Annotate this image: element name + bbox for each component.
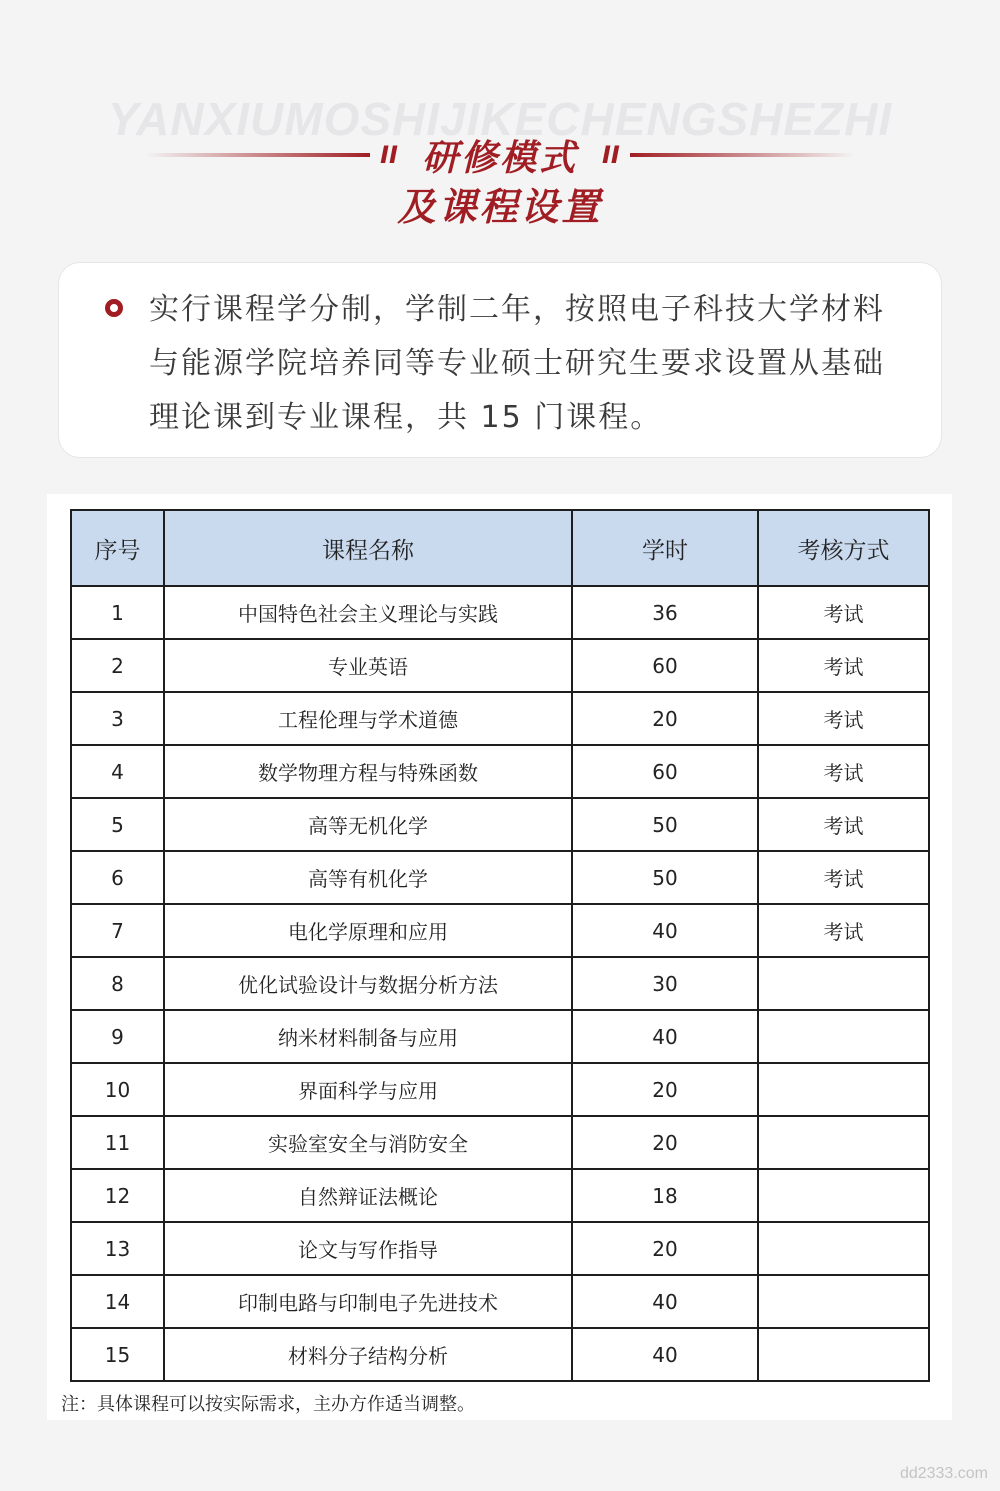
table-row — [71, 1222, 929, 1275]
section-title: 研修模式 — [421, 137, 578, 179]
table-row — [71, 957, 929, 1010]
column-header-hours: 学时 — [572, 510, 758, 586]
column-header-index: 序号 — [71, 510, 164, 586]
title-row — [0, 130, 1000, 180]
cell-course-name: 纳米材料制备与应用 — [164, 1010, 572, 1063]
decorative-line-left — [145, 153, 370, 157]
cell-index: 9 — [71, 1010, 164, 1063]
intro-text: 实行课程学分制，学制二年，按照电子科技大学材料与能源学院培养同等专业硕士研究生要求设置从基础理论课到专业课程，共 15 门课程。 — [149, 292, 885, 435]
cell-index: 1 — [71, 586, 164, 639]
cell-index: 11 — [71, 1116, 164, 1169]
cell-index: 4 — [71, 745, 164, 798]
table-row — [71, 639, 929, 692]
cell-hours: 20 — [572, 1222, 758, 1275]
cell-assessment: 考试 — [758, 745, 929, 798]
cell-index: 3 — [71, 692, 164, 745]
table-row — [71, 851, 929, 904]
table-row — [71, 1275, 929, 1328]
cell-course-name: 论文与写作指导 — [164, 1222, 572, 1275]
cell-course-name: 自然辩证法概论 — [164, 1169, 572, 1222]
cell-course-name: 高等有机化学 — [164, 851, 572, 904]
table-row — [71, 1116, 929, 1169]
cell-assessment — [758, 1275, 929, 1328]
cell-hours: 60 — [572, 639, 758, 692]
cell-hours: 40 — [572, 1010, 758, 1063]
cell-hours: 20 — [572, 1116, 758, 1169]
cell-assessment: 考试 — [758, 904, 929, 957]
cell-index: 2 — [71, 639, 164, 692]
cell-course-name: 界面科学与应用 — [164, 1063, 572, 1116]
course-table-card — [47, 494, 952, 1420]
cell-course-name: 实验室安全与消防安全 — [164, 1116, 572, 1169]
table-row — [71, 586, 929, 639]
cell-assessment — [758, 1010, 929, 1063]
cell-hours: 36 — [572, 586, 758, 639]
cell-hours: 50 — [572, 798, 758, 851]
cell-assessment — [758, 1222, 929, 1275]
cell-course-name: 数学物理方程与特殊函数 — [164, 745, 572, 798]
cell-index: 6 — [71, 851, 164, 904]
cell-course-name: 高等无机化学 — [164, 798, 572, 851]
cell-hours: 20 — [572, 1063, 758, 1116]
decorative-bars-left: II — [380, 141, 398, 169]
decorative-bars-right: II — [602, 141, 620, 169]
cell-index: 8 — [71, 957, 164, 1010]
cell-assessment — [758, 1328, 929, 1381]
cell-assessment: 考试 — [758, 798, 929, 851]
cell-assessment: 考试 — [758, 639, 929, 692]
table-note: 注：具体课程可以按实际需求，主办方作适当调整。 — [61, 1394, 475, 1415]
watermark-text: dd2333.com — [899, 1465, 988, 1482]
cell-course-name: 中国特色社会主义理论与实践 — [164, 586, 572, 639]
section-subtitle: 及课程设置 — [397, 185, 603, 229]
cell-course-name: 工程伦理与学术道德 — [164, 692, 572, 745]
cell-index: 14 — [71, 1275, 164, 1328]
cell-hours: 50 — [572, 851, 758, 904]
cell-hours: 40 — [572, 1328, 758, 1381]
table-row — [71, 745, 929, 798]
cell-assessment: 考试 — [758, 692, 929, 745]
cell-hours: 18 — [572, 1169, 758, 1222]
cell-hours: 30 — [572, 957, 758, 1010]
cell-hours: 40 — [572, 1275, 758, 1328]
cell-assessment — [758, 957, 929, 1010]
cell-hours: 40 — [572, 904, 758, 957]
cell-course-name: 材料分子结构分析 — [164, 1328, 572, 1381]
table-row — [71, 1063, 929, 1116]
cell-hours: 60 — [572, 745, 758, 798]
table-row — [71, 904, 929, 957]
circle-bullet-icon — [105, 299, 123, 317]
cell-index: 12 — [71, 1169, 164, 1222]
column-header-course-name: 课程名称 — [164, 510, 572, 586]
cell-course-name: 专业英语 — [164, 639, 572, 692]
cell-index: 15 — [71, 1328, 164, 1381]
page-header — [0, 0, 1000, 250]
cell-course-name: 优化试验设计与数据分析方法 — [164, 957, 572, 1010]
table-body — [71, 586, 929, 1381]
cell-assessment: 考试 — [758, 851, 929, 904]
column-header-assessment: 考核方式 — [758, 510, 929, 586]
cell-assessment: 考试 — [758, 586, 929, 639]
table-row — [71, 1169, 929, 1222]
table-row — [71, 1328, 929, 1381]
decorative-line-right — [630, 153, 855, 157]
course-table — [70, 509, 930, 1382]
cell-index: 5 — [71, 798, 164, 851]
table-row — [71, 692, 929, 745]
background-pinyin-text: YANXIUMOSHIJIKECHENGSHEZHI — [107, 93, 893, 145]
table-header-row — [71, 510, 929, 586]
cell-assessment — [758, 1063, 929, 1116]
table-row — [71, 1010, 929, 1063]
intro-card — [58, 262, 942, 458]
cell-course-name: 电化学原理和应用 — [164, 904, 572, 957]
table-row — [71, 798, 929, 851]
cell-index: 7 — [71, 904, 164, 957]
cell-assessment — [758, 1116, 929, 1169]
cell-assessment — [758, 1169, 929, 1222]
cell-index: 10 — [71, 1063, 164, 1116]
cell-index: 13 — [71, 1222, 164, 1275]
cell-hours: 20 — [572, 692, 758, 745]
cell-course-name: 印制电路与印制电子先进技术 — [164, 1275, 572, 1328]
